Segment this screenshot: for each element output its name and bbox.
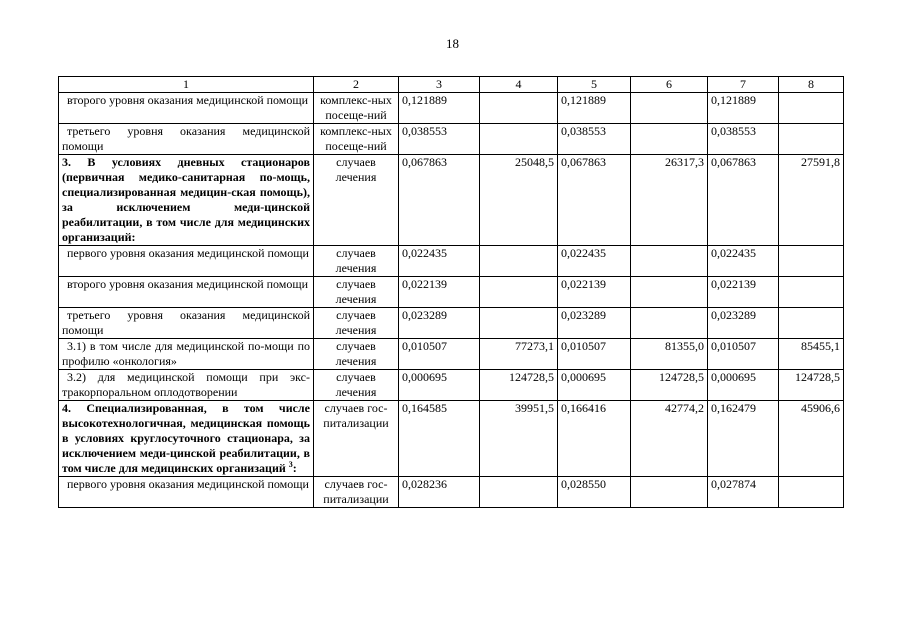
value-cell (779, 477, 844, 508)
value-cell: 0,022435 (708, 246, 779, 277)
value-cell: 0,121889 (708, 93, 779, 124)
table-row (59, 477, 844, 508)
value-cell: 0,038553 (558, 124, 631, 155)
value-cell: 0,023289 (558, 308, 631, 339)
value-cell (480, 277, 558, 308)
value-cell (631, 308, 708, 339)
value-cell: 0,028236 (399, 477, 480, 508)
row-unit-cell: случаев лечения (314, 277, 399, 308)
row-unit-cell: случаев лечения (314, 339, 399, 370)
value-cell: 0,067863 (708, 155, 779, 246)
value-cell (779, 124, 844, 155)
value-cell (631, 93, 708, 124)
value-cell: 124728,5 (631, 370, 708, 401)
value-cell: 0,000695 (399, 370, 480, 401)
value-cell: 0,121889 (399, 93, 480, 124)
value-cell: 27591,8 (779, 155, 844, 246)
value-cell: 25048,5 (480, 155, 558, 246)
value-cell: 0,022435 (558, 246, 631, 277)
value-cell: 0,038553 (399, 124, 480, 155)
table-row (59, 401, 844, 477)
column-header: 2 (314, 77, 399, 93)
value-cell: 0,162479 (708, 401, 779, 477)
value-cell: 0,010507 (558, 339, 631, 370)
table-row (59, 308, 844, 339)
value-cell: 85455,1 (779, 339, 844, 370)
row-name-cell: 3.1) в том числе для медицинской по-мощи по профилю «онкология» (59, 339, 314, 370)
data-table (58, 76, 844, 508)
row-name-cell: третьего уровня оказания медицинской помощи (59, 124, 314, 155)
value-cell: 0,022139 (558, 277, 631, 308)
row-name-cell: 3.2) для медицинской помощи при экс-тракорпоральном оплодотворении (59, 370, 314, 401)
column-header: 6 (631, 77, 708, 93)
table-row (59, 339, 844, 370)
row-name-cell: 3. В условиях дневных стационаров (первичная медико-санитарная по-мощь, специализированная медицин-ская помощь), за исключением меди-цинской реабилитации, в том числе для медицинских организаций: (59, 155, 314, 246)
value-cell (779, 277, 844, 308)
value-cell: 39951,5 (480, 401, 558, 477)
value-cell: 81355,0 (631, 339, 708, 370)
value-cell: 124728,5 (779, 370, 844, 401)
value-cell: 0,164585 (399, 401, 480, 477)
value-cell: 0,028550 (558, 477, 631, 508)
column-header: 3 (399, 77, 480, 93)
table-row (59, 370, 844, 401)
column-header: 7 (708, 77, 779, 93)
value-cell: 0,067863 (558, 155, 631, 246)
value-cell: 0,000695 (558, 370, 631, 401)
value-cell (480, 308, 558, 339)
row-name-cell: второго уровня оказания медицинской помощи (59, 277, 314, 308)
row-unit-cell: случаев лечения (314, 370, 399, 401)
value-cell: 0,067863 (399, 155, 480, 246)
row-unit-cell: случаев лечения (314, 155, 399, 246)
row-unit-cell: комплекс-ных посеще-ний (314, 93, 399, 124)
value-cell (631, 124, 708, 155)
value-cell (779, 93, 844, 124)
table-row (59, 246, 844, 277)
value-cell (480, 93, 558, 124)
column-header: 5 (558, 77, 631, 93)
table-row (59, 93, 844, 124)
value-cell (631, 477, 708, 508)
value-cell: 0,022139 (399, 277, 480, 308)
value-cell (779, 246, 844, 277)
value-cell (480, 124, 558, 155)
value-cell: 0,166416 (558, 401, 631, 477)
value-cell (631, 277, 708, 308)
value-cell: 0,010507 (399, 339, 480, 370)
table-row (59, 124, 844, 155)
value-cell: 77273,1 (480, 339, 558, 370)
value-cell: 0,000695 (708, 370, 779, 401)
column-header: 4 (480, 77, 558, 93)
value-cell: 0,038553 (708, 124, 779, 155)
value-cell (631, 246, 708, 277)
table-row (59, 277, 844, 308)
value-cell (480, 477, 558, 508)
row-name-cell: второго уровня оказания медицинской помощи (59, 93, 314, 124)
value-cell: 26317,3 (631, 155, 708, 246)
row-unit-cell: случаев лечения (314, 308, 399, 339)
column-header: 1 (59, 77, 314, 93)
value-cell: 0,022435 (399, 246, 480, 277)
table-header-row (59, 77, 844, 93)
value-cell: 0,010507 (708, 339, 779, 370)
row-name-cell: третьего уровня оказания медицинской помощи (59, 308, 314, 339)
value-cell: 0,022139 (708, 277, 779, 308)
value-cell (779, 308, 844, 339)
row-name-suffix: : (292, 461, 297, 475)
row-unit-cell: случаев гос-питализации (314, 401, 399, 477)
row-unit-cell: случаев лечения (314, 246, 399, 277)
value-cell: 42774,2 (631, 401, 708, 477)
column-header: 8 (779, 77, 844, 93)
row-name-cell: первого уровня оказания медицинской помощи (59, 477, 314, 508)
value-cell: 0,121889 (558, 93, 631, 124)
value-cell: 0,023289 (399, 308, 480, 339)
row-unit-cell: комплекс-ных посеще-ний (314, 124, 399, 155)
page-number: 18 (446, 36, 459, 51)
value-cell: 0,023289 (708, 308, 779, 339)
row-unit-cell: случаев гос-питализации (314, 477, 399, 508)
row-name-text: 4. Специализированная, в том числе высокотехнологичная, медицинская помощь в условиях круглосуточного стационара, за исключением меди-цинской реабилитации, в том числе для медицинских организаций (62, 401, 310, 475)
value-cell: 124728,5 (480, 370, 558, 401)
value-cell: 45906,6 (779, 401, 844, 477)
row-name-cell: первого уровня оказания медицинской помощи (59, 246, 314, 277)
footnote-marker: 3 (288, 460, 293, 469)
row-name-cell (59, 401, 314, 477)
table-row (59, 155, 844, 246)
value-cell: 0,027874 (708, 477, 779, 508)
value-cell (480, 246, 558, 277)
